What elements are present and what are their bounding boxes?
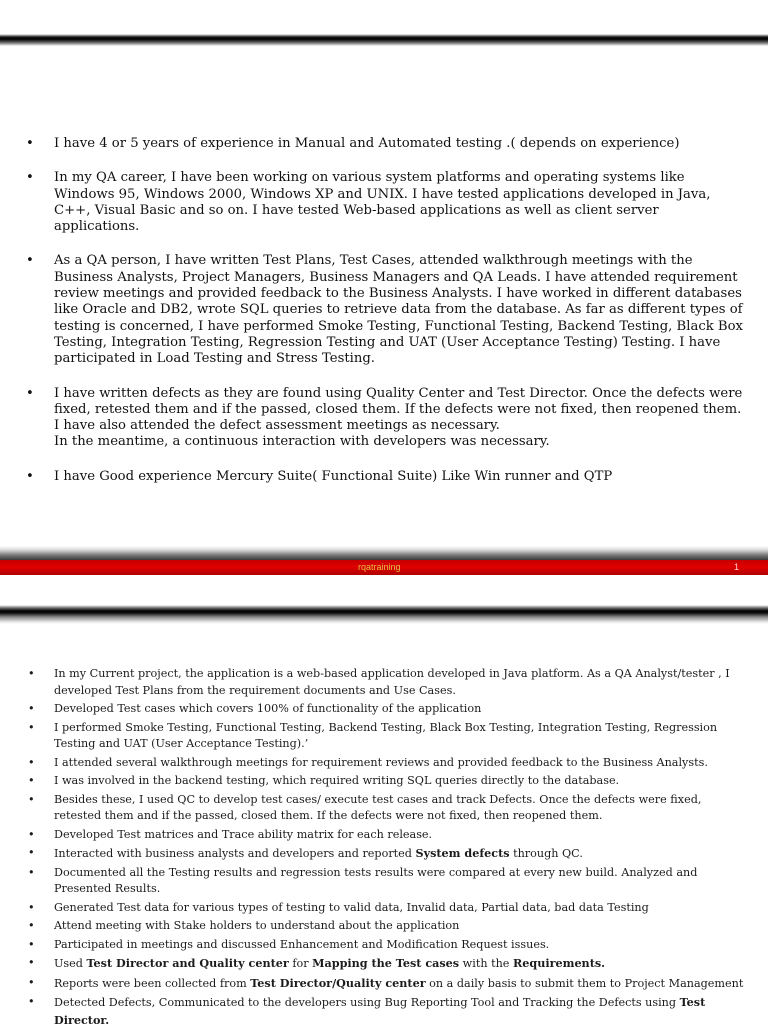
- bullet-icon: •: [28, 995, 35, 1008]
- list-item: • Generated Test data for various types of testing to valid data, Invalid data, Partial data, bad data Testing: [28, 900, 752, 917]
- bullet-icon: •: [28, 865, 35, 879]
- slide-top-bar: [0, 0, 768, 46]
- list-item: • I have Good experience Mercury Suite( Functional Suite) Like Win runner and QTP: [26, 468, 613, 484]
- bullet-icon: •: [28, 702, 35, 715]
- list-item: • I was involved in the backend testing, which required writing SQL queries directly to the database.: [28, 773, 752, 790]
- slide2-bullet-list: [28, 666, 752, 1031]
- bullet-icon: •: [26, 136, 34, 151]
- bullet-icon: •: [28, 774, 35, 787]
- list-item: • I attended several walkthrough meetings for requirement reviews and provided feedback to the Business Analysts.: [28, 755, 752, 772]
- bullet-icon: •: [26, 170, 34, 186]
- bullet-icon: •: [26, 385, 34, 401]
- list-item: • As a QA person, I have written Test Plans, Test Cases, attended walkthrough meetings with the Business Analysts, Project Managers, Business Managers and QA Leads. I have attended requirement review meetings and provided feedback to the Business Analysts. I have worked in different databases like Oracle and DB2, wrote SQL queries to retrieve data from the database. As far as different types of testing is concerned, I have performed Smoke Testing, Functional Testing, Backend Testing, Black Box Testing, Integration Testing, Regression Testing and UAT (User Acceptance Testing) Testing. I have participated in Load Testing and Stress Testing.: [26, 253, 743, 367]
- list-item: • Besides these, I used QC to develop test cases/ execute test cases and track Defects. Once the defects were fixed, retested them and if the passed, closed them. If the defects were not fixed, then reopened them.: [28, 792, 702, 822]
- footer-text: rqatraining: [358, 562, 401, 572]
- list-item: • Participated in meetings and discussed Enhancement and Modification Request issues.: [28, 937, 752, 954]
- bullet-icon: •: [28, 846, 35, 859]
- list-item: • Reports were been collected from Test Director/Quality center on a daily basis to submit them to Project Management: [28, 975, 744, 990]
- list-item: • I have written defects as they are found using Quality Center and Test Director. Once the defects were fixed, retested them and if the passed, closed them. If the defects were not fixed, then reopened them. I have also attended the defect assessment meetings as necessary. In the meantime, a continuous interaction with developers was necessary.: [26, 385, 743, 450]
- slide2-top-bar: [0, 575, 768, 624]
- list-item: • Interacted with business analysts and developers and reported System defects through QC.: [28, 846, 583, 860]
- bullet-icon: •: [28, 720, 35, 734]
- bullet-icon: •: [28, 792, 35, 806]
- bullet-icon: •: [28, 755, 35, 769]
- bullet-icon: •: [26, 253, 34, 269]
- list-item: • I performed Smoke Testing, Functional Testing, Backend Testing, Black Box Testing, Integration Testing, Regression Testing and UAT (User Acceptance Testing).’: [28, 720, 718, 750]
- list-item: • Attend meeting with Stake holders to understand about the application: [28, 918, 752, 935]
- list-item: • Developed Test matrices and Trace ability matrix for each release.: [28, 827, 752, 844]
- list-item: • In my Current project, the application is a web-based application developed in Java platform. As a QA Analyst/tester , I developed Test Plans from the requirement documents and Use Cases.: [28, 667, 730, 697]
- bullet-icon: •: [28, 900, 35, 914]
- bullet-icon: •: [28, 919, 35, 932]
- slide1-bullet-list: [26, 136, 748, 503]
- bullet-icon: •: [28, 975, 35, 989]
- list-item: • Detected Defects, Communicated to the developers using Bug Reporting Tool and Tracking the Defects using Test Director.: [28, 995, 706, 1027]
- list-item: • I have 4 or 5 years of experience in Manual and Automated testing .( depends on experience): [26, 136, 680, 151]
- list-item: • Used Test Director and Quality center for Mapping the Test cases with the Requirements.: [28, 956, 606, 970]
- page-number: 1: [734, 562, 740, 572]
- bullet-icon: •: [28, 956, 35, 969]
- list-item: • In my QA career, I have been working on various system platforms and operating systems like Windows 95, Windows 2000, Windows XP and UNIX. I have tested applications developed in Java, C++, Visual Basic and so on. I have tested Web-based applications as well as client server applications.: [26, 170, 711, 235]
- list-item: • Developed Test cases which covers 100% of functionality of the application: [28, 701, 752, 718]
- bullet-icon: •: [28, 667, 35, 680]
- bullet-icon: •: [28, 827, 35, 841]
- bullet-icon: •: [26, 468, 34, 484]
- list-item: • Documented all the Testing results and regression tests results were compared at every new build. Analyzed and Presented Results.: [28, 865, 698, 895]
- bullet-icon: •: [28, 937, 35, 951]
- slide-divider: [0, 546, 768, 624]
